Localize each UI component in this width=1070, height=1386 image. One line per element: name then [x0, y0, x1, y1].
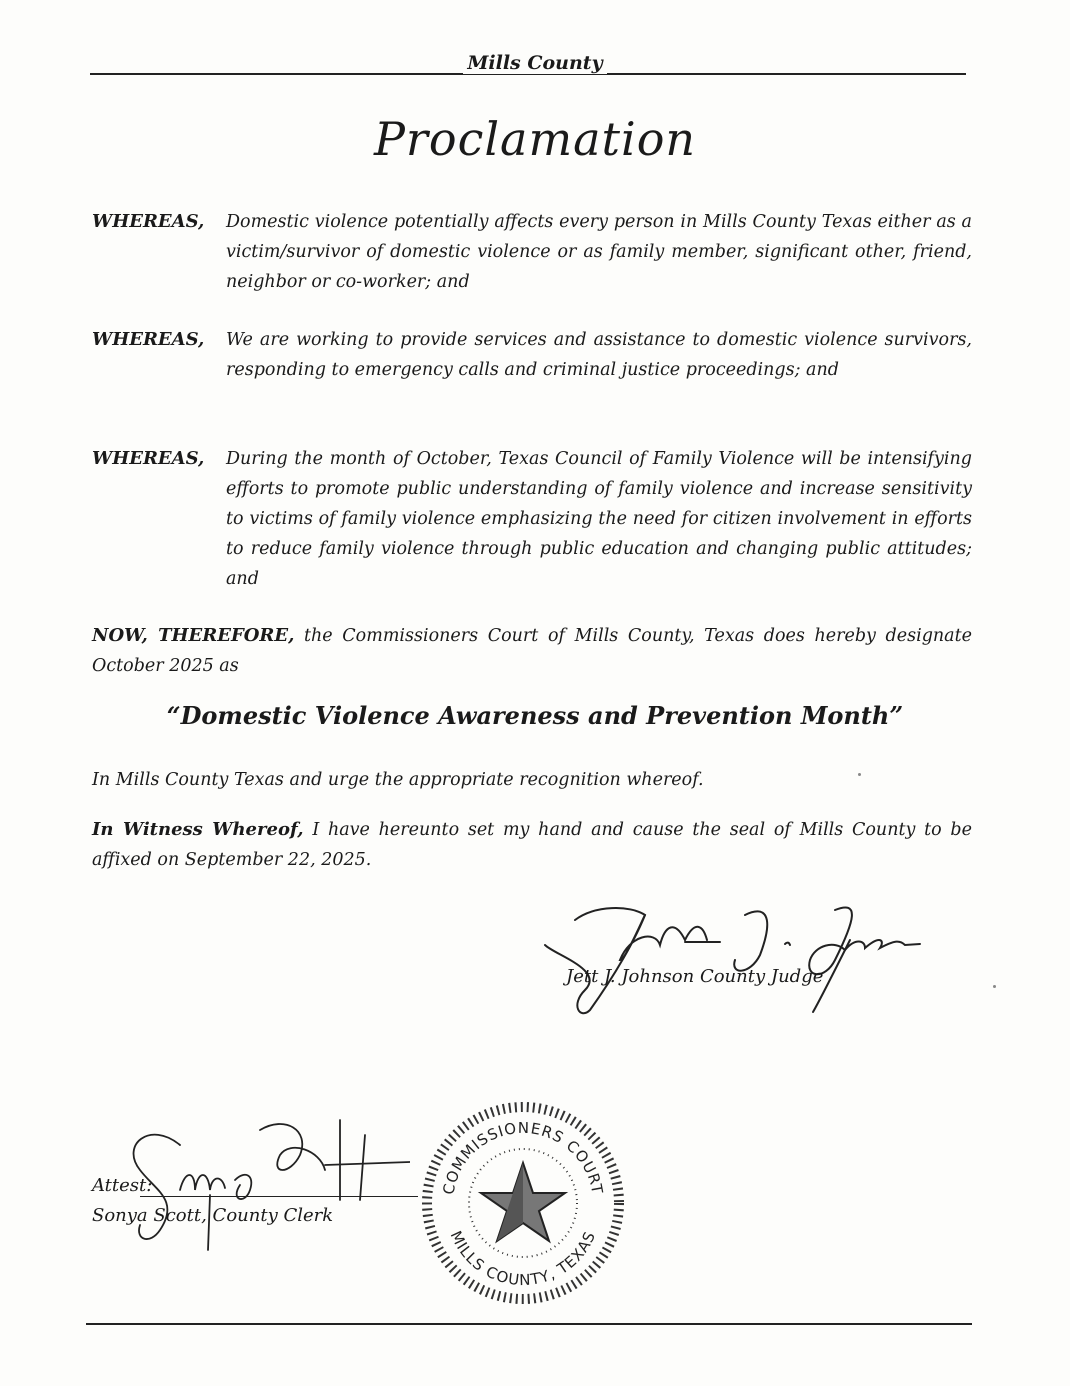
county-seal: [418, 1098, 628, 1308]
therefore-clause: [92, 621, 972, 681]
whereas-label: WHEREAS,: [92, 448, 205, 469]
whereas-label: WHEREAS,: [92, 211, 205, 232]
clerk-signature: [110, 1110, 410, 1260]
county-header-text: Mills County: [463, 52, 606, 74]
seal-bottom-text: MILLS COUNTY, TEXAS: [446, 1228, 600, 1290]
attest-line: [140, 1196, 418, 1197]
witness-clause: [92, 815, 972, 875]
designation-title: “Domestic Violence Awareness and Prevention Month”: [166, 701, 904, 730]
star-icon: [481, 1163, 565, 1241]
footer-rule: [86, 1323, 972, 1325]
witness-text: I have hereunto set my hand and cause the seal of Mills County to be affixed on September 22, 2025.: [92, 820, 972, 870]
therefore-text: the Commissioners Court of Mills County, Texas does hereby designate October 2025 as: [92, 626, 972, 676]
scan-speck: [993, 985, 996, 988]
recognition-text: In Mills County Texas and urge the appropriate recognition whereof.: [92, 770, 704, 790]
seal-top-text: COMMISSIONERS COURT: [439, 1118, 607, 1197]
whereas-text: We are working to provide services and assistance to domestic violence survivors, responding to emergency calls and criminal justice proceedings; and: [226, 330, 972, 380]
whereas-label: WHEREAS,: [92, 329, 205, 350]
clerk-label: Sonya Scott, County Clerk: [92, 1205, 334, 1226]
witness-label: In Witness Whereof,: [92, 819, 304, 840]
county-header: [0, 52, 1070, 74]
therefore-label: NOW, THEREFORE,: [92, 625, 295, 646]
page-title: Proclamation: [373, 112, 697, 166]
whereas-text: During the month of October, Texas Council of Family Violence will be intensifying efforts to promote public understanding of family violence and increase sensitivity to victims of family violence emphasizing the need for citizen involvement in efforts to reduce family violence through public education and changing public attitudes; and: [226, 449, 972, 589]
whereas-clause-2: [92, 325, 972, 385]
whereas-clause-3: [92, 444, 972, 594]
svg-text:MILLS COUNTY, TEXAS: [447, 1228, 600, 1289]
scan-speck: [858, 773, 861, 776]
judge-signature: [535, 900, 925, 1020]
judge-label: Jett J. Johnson County Judge: [566, 966, 824, 987]
whereas-text: Domestic violence potentially affects every person in Mills County Texas either as a victim/survivor of domestic violence or as family member, significant other, friend, neighbor or co-worker; and: [226, 212, 972, 292]
whereas-clause-1: [92, 207, 972, 297]
attest-label: Attest:: [92, 1175, 153, 1196]
